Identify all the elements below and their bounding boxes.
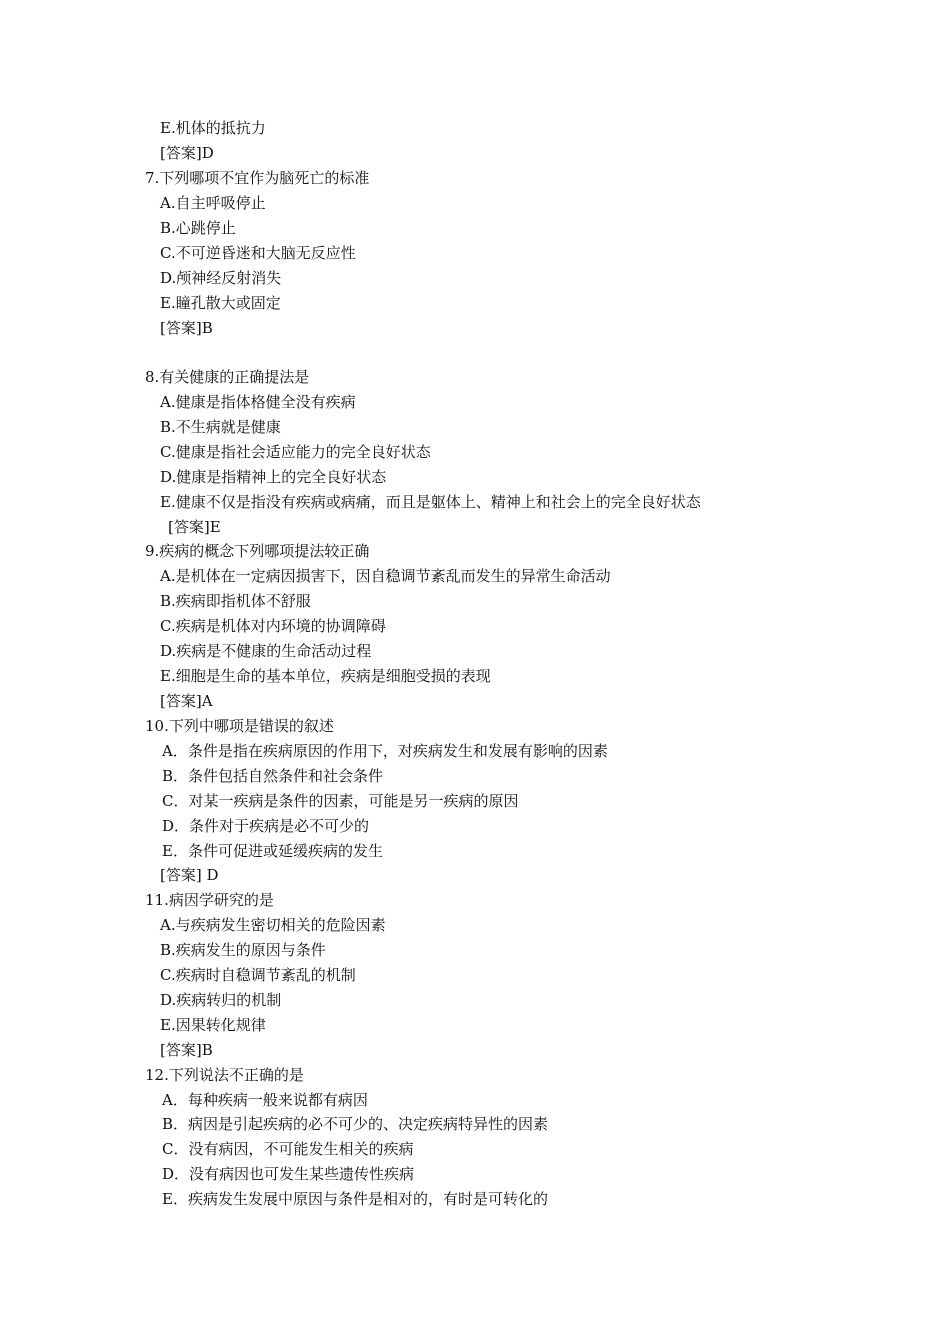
option-line: E.细胞是生命的基本单位，疾病是细胞受损的表现	[160, 667, 491, 685]
question-line: 11.病因学研究的是	[145, 891, 274, 909]
option-line: B．条件包括自然条件和社会条件	[162, 767, 384, 785]
answer-line: [答案]E	[168, 518, 221, 536]
option-line: D．没有病因也可发生某些遗传性疾病	[162, 1165, 415, 1183]
option-line: B.疾病即指机体不舒服	[160, 592, 311, 610]
option-line: E．疾病发生发展中原因与条件是相对的，有时是可转化的	[162, 1190, 548, 1208]
option-line: B．病因是引起疾病的必不可少的、决定疾病特异性的因素	[162, 1115, 549, 1133]
option-line: C.不可逆昏迷和大脑无反应性	[160, 244, 356, 262]
option-line: C．没有病因，不可能发生相关的疾病	[162, 1140, 414, 1158]
option-line: D．条件对于疾病是必不可少的	[162, 817, 370, 835]
option-line: A.是机体在一定病因损害下，因自稳调节紊乱而发生的异常生命活动	[160, 567, 611, 585]
option-line: A．条件是指在疾病原因的作用下，对疾病发生和发展有影响的因素	[162, 742, 608, 760]
option-line: B.不生病就是健康	[160, 418, 281, 436]
question-line: 7.下列哪项不宜作为脑死亡的标准	[145, 169, 370, 187]
answer-line: [答案] D	[160, 866, 219, 884]
question-line: 8.有关健康的正确提法是	[145, 368, 310, 386]
option-line: C.疾病是机体对内环境的协调障碍	[160, 617, 386, 635]
question-line: 10.下列中哪项是错误的叙述	[145, 717, 334, 735]
option-line: C.健康是指社会适应能力的完全良好状态	[160, 443, 431, 461]
option-line: E.机体的抵抗力	[160, 119, 266, 137]
option-line: D.疾病转归的机制	[160, 991, 282, 1009]
option-line: B.疾病发生的原因与条件	[160, 941, 326, 959]
option-line: C．对某一疾病是条件的因素，可能是另一疾病的原因	[162, 792, 519, 810]
option-line: E.健康不仅是指没有疾病或病痛，而且是躯体上、精神上和社会上的完全良好状态	[160, 493, 701, 511]
option-line: A.自主呼吸停止	[160, 194, 266, 212]
answer-line: [答案]B	[160, 319, 213, 337]
option-line: A.与疾病发生密切相关的危险因素	[160, 916, 386, 934]
option-line: D.颅神经反射消失	[160, 269, 282, 287]
answer-line: [答案]A	[160, 692, 213, 710]
option-line: D.健康是指精神上的完全良好状态	[160, 468, 387, 486]
answer-line: [答案]D	[160, 144, 214, 162]
answer-line: [答案]B	[160, 1041, 213, 1059]
question-line: 9.疾病的概念下列哪项提法较正确	[145, 542, 370, 560]
option-line: B.心跳停止	[160, 219, 236, 237]
option-line: D.疾病是不健康的生命活动过程	[160, 642, 372, 660]
option-line: C.疾病时自稳调节紊乱的机制	[160, 966, 356, 984]
question-line: 12.下列说法不正确的是	[145, 1066, 304, 1084]
option-line: A．每种疾病一般来说都有病因	[162, 1091, 368, 1109]
option-line: A.健康是指体格健全没有疾病	[160, 393, 356, 411]
option-line: E.瞳孔散大或固定	[160, 294, 281, 312]
option-line: E.因果转化规律	[160, 1016, 266, 1034]
option-line: E．条件可促进或延缓疾病的发生	[162, 842, 383, 860]
